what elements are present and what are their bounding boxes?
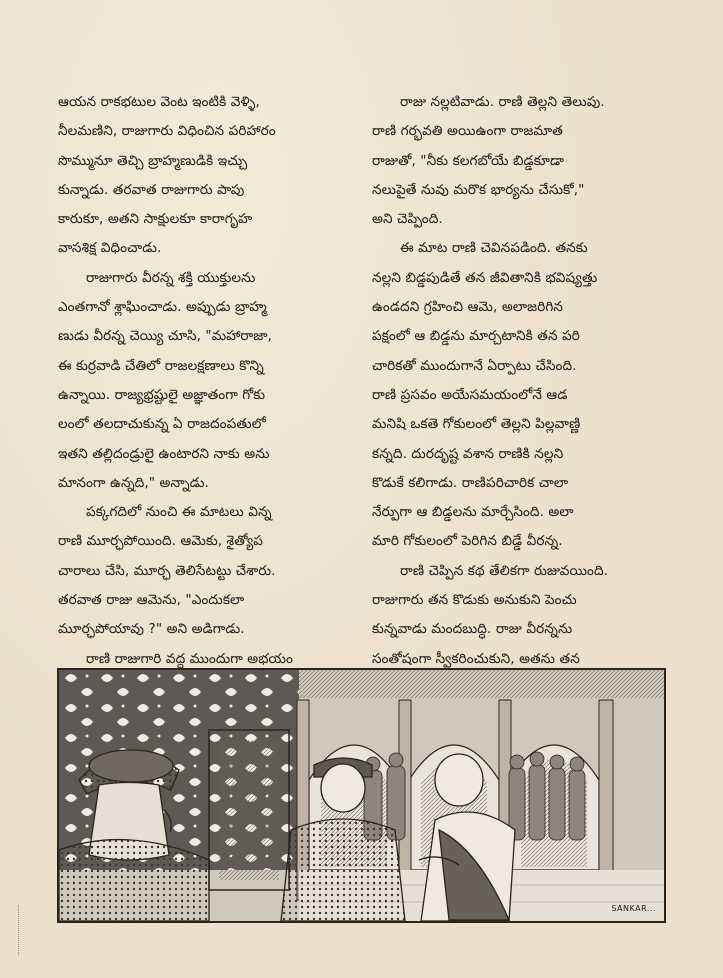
text-line: నేర్పుగా ఆ బిడ్డలను మార్చేసింది. అలా [372, 504, 574, 521]
text-line: లంలో తలదాచుకున్న ఏ రాజదంపతులో [58, 416, 266, 433]
text-line: రాణి మూర్ఛపోయింది. ఆమెకు, శైత్యోప [58, 533, 264, 550]
text-line: సంతోషంగా స్వీకరించుకుని, అతను తన [372, 650, 580, 667]
text-line: రాణి ప్రసవం అయేసమయంలోనే ఆడ [372, 386, 568, 403]
text-line: సొమ్మునూ తెచ్చి బ్రాహ్మణుడికి ఇచ్చు [58, 152, 248, 169]
paragraph [372, 88, 667, 234]
paragraph [58, 498, 353, 644]
text-line: కొడుకే కలిగాడు. రాణిపరిచారిక చాలా [372, 474, 569, 491]
text-line: రాణి రాజుగారి వద్ద ముందుగా అభయం [86, 650, 294, 667]
text-line: రాణి చెప్పిన కథ తేలికగా రుజువయింది. [400, 562, 609, 579]
text-line: మానంగా ఉన్నది," అన్నాడు. [58, 474, 209, 491]
text-line: కున్నాడు. తరవాత రాజుగారు పాపు [58, 181, 245, 198]
text-line: కన్నది. దురదృష్ట వశాన రాణికి నల్లని [372, 445, 564, 462]
text-line: నీలమణిని, రాజుగారు విధించిన పరిహారం [58, 123, 276, 140]
text-line: ఉన్నాయి. రాజ్యభ్రష్టులై అజ్ఞాతంగా గోకు [58, 386, 266, 403]
right-text-column [372, 88, 667, 703]
text-line: రాజు నల్లటివాడు. రాణి తెల్లని తెలుపు. [400, 94, 605, 110]
paragraph [58, 88, 353, 264]
text-line: ఈ మాట రాణి చెవినపడింది. తనకు [400, 240, 588, 257]
text-line: రాజుతో, "నీకు కలగబోయే బిడ్డకూడా [372, 152, 564, 169]
paragraph [58, 264, 353, 498]
text-line: మనిషి ఒకతె గోకులంలో తెల్లని పిల్లవాణ్ణి [372, 416, 581, 433]
paragraph [372, 234, 667, 556]
text-line: కున్నవాడు మందబుద్ధి. రాజు వీరన్నను [372, 621, 573, 638]
text-line: ఇతని తల్లిదండ్రులై ఉంటారని నాకు అను [58, 445, 270, 462]
text-line: ఉండదని గ్రహించి ఆమె, అలాజరిగిన [372, 299, 564, 316]
text-line: తరవాత రాజు ఆమెను, "ఎందుకలా [58, 592, 245, 609]
text-line: మూర్ఛపోయావు ?" అని అడిగాడు. [58, 621, 245, 638]
text-line: నలుపైతే నువు మరొక భార్యను చేసుకో," [372, 181, 585, 198]
artist-signature: SANKAR... [611, 904, 656, 913]
text-line: ఆయన రాకభటుల వెంట ఇంటికి వెళ్ళి, [58, 94, 260, 110]
text-line: అని చెప్పింది. [372, 211, 443, 228]
text-line: ఎంతగానో శ్లాఘించాడు. అప్పుడు బ్రాహ్మ [58, 299, 267, 316]
text-line: మారి గోకులంలో పెరిగిన బిడ్డే వీరన్న. [372, 533, 563, 550]
text-line: రాణి గర్భవతి అయిఉంగా రాజమాత [372, 123, 563, 140]
text-line: ణుడు వీరన్న చెయ్యి చూసి, "మహారాజా, [58, 328, 272, 345]
court-scene-drawing [59, 670, 664, 921]
left-text-column [58, 88, 353, 703]
text-line: కారుకూ, అతని సాక్షులకూ కారాగృహ [58, 211, 253, 228]
story-illustration [57, 668, 666, 923]
text-line: చారాలు చేసి, మూర్ఛ తెలిసేటట్టు చేశారు. [58, 562, 276, 579]
text-line: రాజుగారు వీరన్న శక్తి యుక్తులను [86, 269, 256, 286]
text-line: పక్షంలో ఆ బిడ్డను మార్చటానికి తన పరి [372, 328, 580, 345]
text-line: వాసశిక్ష విధించాడు. [58, 240, 162, 257]
text-line: చారికతో ముందుగానే ఏర్పాటు చేసింది. [372, 357, 577, 374]
text-line: నల్లని బిడ్డపుడితే తన జీవితానికి భవిష్యత్తు [372, 269, 598, 286]
text-line: రాజుగారు తన కొడుకు అనుకుని పెంచు [372, 592, 577, 609]
text-line: ఈ కుర్రవాడి చేతిలో రాజలక్షణాలు కొన్ని [58, 357, 264, 374]
margin-mark [18, 905, 23, 955]
text-line: పక్కగదిలో నుంచి ఈ మాటలు విన్న [86, 504, 272, 521]
